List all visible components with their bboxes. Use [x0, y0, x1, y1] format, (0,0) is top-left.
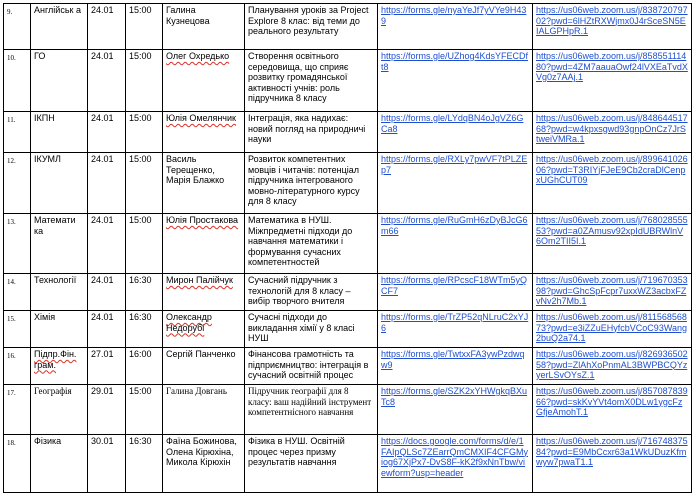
- time-cell: 16:30: [126, 274, 163, 311]
- table-row: [4, 311, 692, 348]
- form-link-cell: [378, 385, 533, 435]
- schedule-table: [3, 3, 692, 493]
- form-link-cell: [378, 435, 533, 493]
- zoom-link-cell: [533, 214, 692, 274]
- table-row: [4, 435, 692, 493]
- teacher-cell: Олег Охредько: [163, 50, 245, 112]
- time-cell: 16:30: [126, 311, 163, 348]
- teacher-cell: Мирон Палійчук: [163, 274, 245, 311]
- table-row: [4, 4, 692, 50]
- teacher-cell: Галина Довгань: [163, 385, 245, 435]
- form-link[interactable]: https://forms.gle/RuGmH6zDyBJcG6m66: [381, 215, 528, 236]
- zoom-link[interactable]: https://us06web.zoom.us/j/81156856873?pwd=e3iZZuEHyfcbVCoC93Wang2buQ2a74.1: [536, 312, 687, 343]
- row-number: 10.: [4, 50, 31, 112]
- date-cell: 24.01: [88, 311, 126, 348]
- teacher-cell: Галина Кузнецова: [163, 4, 245, 50]
- table-row: [4, 274, 692, 311]
- topic-cell: Фінансова грамотність та підприємництво: інтеграція в сучасний освітній процес: [245, 348, 378, 385]
- topic-cell: Створення освітнього середовища, що сприяє розвитку громадянської активності учнів: роль підручника 8 класу: [245, 50, 378, 112]
- zoom-link-cell: [533, 311, 692, 348]
- form-link[interactable]: https://forms.gle/SZK2xYHWgkqBXuTc8: [381, 386, 528, 407]
- subject-cell: Математи ка: [31, 214, 88, 274]
- topic-cell: Сучасний підручник з технологій для 8 класу – вибір творчого вчителя: [245, 274, 378, 311]
- date-cell: 24.01: [88, 274, 126, 311]
- row-number: 16.: [4, 348, 31, 385]
- time-cell: 15:00: [126, 4, 163, 50]
- zoom-link[interactable]: https://us06web.zoom.us/j/83872079702?pwd=6lHZtRXWjmx0J4rSceSN5EIALGPHpR.1: [536, 5, 688, 36]
- topic-cell: Інтеграція, яка надихає: новий погляд на природничі науки: [245, 112, 378, 153]
- subject-cell: Фізика: [31, 435, 88, 493]
- topic-cell: Планування уроків за Project Explore 8 клас: від теми до реального результату: [245, 4, 378, 50]
- form-link[interactable]: https://forms.gle/TrZP52qNLruC2xYJ6: [381, 312, 529, 333]
- time-cell: 16:00: [126, 348, 163, 385]
- form-link-cell: [378, 274, 533, 311]
- form-link-cell: [378, 112, 533, 153]
- teacher-cell: Сергій Панченко: [163, 348, 245, 385]
- teacher-cell: Василь Терещенко, Марія Блажко: [163, 153, 245, 214]
- form-link-cell: [378, 214, 533, 274]
- zoom-link[interactable]: https://us06web.zoom.us/j/85855111480?pwd=4ZM7aauaOwf24lVXEaTvdXVg0z7AAj.1: [536, 51, 688, 82]
- zoom-link-cell: [533, 4, 692, 50]
- date-cell: 30.01: [88, 435, 126, 493]
- row-number: 13.: [4, 214, 31, 274]
- form-link-cell: [378, 153, 533, 214]
- zoom-link-cell: [533, 385, 692, 435]
- table-row: [4, 385, 692, 435]
- zoom-link[interactable]: https://us06web.zoom.us/j/71967035398?pwd=GhcSpFcpr7uxxWZ3acbxFZvNv2h7Mb.1: [536, 275, 688, 306]
- zoom-link[interactable]: https://us06web.zoom.us/j/89964102606?pwd=T3RIYjFJeE9Cb2craDlCenpxUGhCUT09: [536, 154, 688, 185]
- form-link-cell: [378, 311, 533, 348]
- form-link[interactable]: https://forms.gle/TwtxxFA3ywPzdwqw9: [381, 349, 525, 370]
- table-row: [4, 153, 692, 214]
- time-cell: 15:00: [126, 153, 163, 214]
- zoom-link[interactable]: https://us06web.zoom.us/j/82693650258?pwd=ZlAhXoPnmAL3BWPBCQYzyerLSvOYsZ.1: [536, 349, 688, 380]
- time-cell: 15:00: [126, 112, 163, 153]
- date-cell: 27.01: [88, 348, 126, 385]
- teacher-cell: Фаїна Божинова, Олена Кірюхіна, Микола Кірюхін: [163, 435, 245, 493]
- teacher-cell: Юлія Простакова: [163, 214, 245, 274]
- subject-cell: ІКПН: [31, 112, 88, 153]
- subject-cell: Географія: [31, 385, 88, 435]
- table-row: [4, 214, 692, 274]
- zoom-link[interactable]: https://us06web.zoom.us/j/71674837584?pwd=E9MbCcxr63a1WkUDuzKfmwyw7pwaT1.1: [536, 436, 688, 467]
- zoom-link-cell: [533, 348, 692, 385]
- date-cell: 24.01: [88, 112, 126, 153]
- subject-cell: Підпр.Фін. грам.: [31, 348, 88, 385]
- topic-cell: Математика в НУШ. Міжпредметні підходи до навчання математики і формування сучасних компетентностей: [245, 214, 378, 274]
- form-link[interactable]: https://forms.gle/RXLy7pwVF7tPLZEp7: [381, 154, 528, 175]
- zoom-link[interactable]: https://us06web.zoom.us/j/76802855553?pwd=a0ZAmusv92xpIdUBRWlnV6Om2TII5I.1: [536, 215, 688, 246]
- teacher-cell: Юлія Омелянчик: [163, 112, 245, 153]
- topic-cell: Розвиток компетентних мовців і читачів: потенціал підручника інтегрованого мовно-літературного курсу для 8 класу: [245, 153, 378, 214]
- date-cell: 24.01: [88, 214, 126, 274]
- form-link[interactable]: https://forms.gle/LYdqBN4oJgVZ6GCa8: [381, 113, 524, 134]
- form-link[interactable]: https://forms.gle/nyaYeJf7yVYe9H439: [381, 5, 527, 26]
- zoom-link[interactable]: https://us06web.zoom.us/j/85708783966?pwd=skKvYVt4omX0DLw1ygcFzGfjeAmohT.1: [536, 386, 688, 417]
- row-number: 9.: [4, 4, 31, 50]
- zoom-link-cell: [533, 274, 692, 311]
- zoom-link-cell: [533, 50, 692, 112]
- teacher-cell: Олександр Недорубі: [163, 311, 245, 348]
- subject-cell: ІКУМЛ: [31, 153, 88, 214]
- table-row: [4, 348, 692, 385]
- subject-cell: Хімія: [31, 311, 88, 348]
- topic-cell: Фізика в НУШ. Освітній процес через призму результатів навчання: [245, 435, 378, 493]
- row-number: 17.: [4, 385, 31, 435]
- time-cell: 15:00: [126, 385, 163, 435]
- row-number: 11.: [4, 112, 31, 153]
- row-number: 12.: [4, 153, 31, 214]
- form-link-cell: [378, 348, 533, 385]
- zoom-link-cell: [533, 112, 692, 153]
- zoom-link-cell: [533, 435, 692, 493]
- date-cell: 24.01: [88, 153, 126, 214]
- row-number: 18.: [4, 435, 31, 493]
- time-cell: 15:00: [126, 214, 163, 274]
- subject-cell: Англійськ а: [31, 4, 88, 50]
- table-row: [4, 50, 692, 112]
- row-number: 15.: [4, 311, 31, 348]
- form-link-cell: [378, 50, 533, 112]
- topic-cell: Підручник географії для 8 класу: ваш надійний інструмент компетентнісного навчання: [245, 385, 378, 435]
- date-cell: 24.01: [88, 50, 126, 112]
- time-cell: 16:30: [126, 435, 163, 493]
- subject-cell: Технології: [31, 274, 88, 311]
- row-number: 14.: [4, 274, 31, 311]
- form-link-cell: [378, 4, 533, 50]
- topic-cell: Сучасні підходи до викладання хімії у 8 класі НУШ: [245, 311, 378, 348]
- date-cell: 24.01: [88, 4, 126, 50]
- form-link[interactable]: https://forms.gle/UZhog4KdsYFECDft8: [381, 51, 529, 72]
- table-row: [4, 112, 692, 153]
- zoom-link-cell: [533, 153, 692, 214]
- zoom-link[interactable]: https://us06web.zoom.us/j/84864451768?pwd=w4kpxsgwd93gnpOnCz7JrStweiVMRa.1: [536, 113, 688, 144]
- subject-cell: ГО: [31, 50, 88, 112]
- time-cell: 15:00: [126, 50, 163, 112]
- form-link[interactable]: https://docs.google.com/forms/d/e/1FAIpQLSc7ZEarrQmCMXIF4CFGMyiog67XjPx7-DvS8F-kK2f9xNnTbw/viewform?usp=header: [381, 436, 529, 478]
- form-link[interactable]: https://forms.gle/RPcscF18WTm5yQCF7: [381, 275, 528, 296]
- date-cell: 29.01: [88, 385, 126, 435]
